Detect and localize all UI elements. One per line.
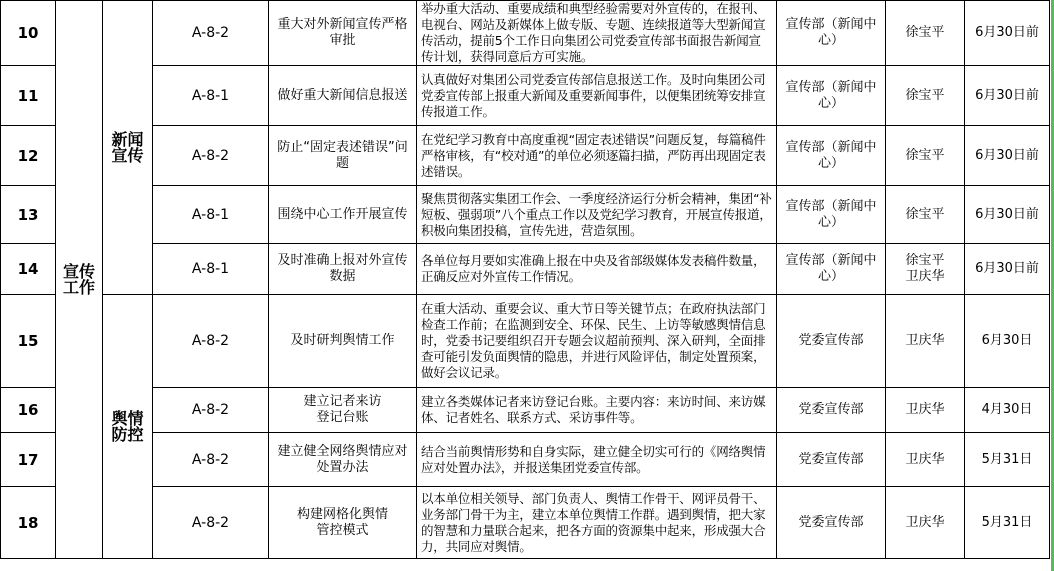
responsible-dept: 宣传部（新闻中心） [777, 66, 886, 126]
item-description: 举办重大活动、重要成绩和典型经验需要对外宣传的，在报刊、电视台、网站及新媒体上做专版、专题、连续报道等大型新闻宣传活动，提前5个工作日向集团公司党委宣传部书面报告新闻宣传计划，获得同意后方可实施。 [417, 1, 777, 66]
item-description: 建立各类媒体记者来访登记台账。主要内容：来访时间、来访媒体、记者姓名、联系方式、采访事件等。 [417, 388, 777, 433]
row-number: 16 [1, 388, 56, 433]
responsible-person: 卫庆华 [886, 433, 965, 487]
row-number: 13 [1, 186, 56, 244]
responsible-dept: 党委宣传部 [777, 295, 886, 388]
item-code: A-8-2 [153, 433, 269, 487]
category-news: 新闻 宣传 [103, 1, 153, 295]
item-description: 认真做好对集团公司党委宣传部信息报送工作。及时向集团公司党委宣传部上报重大新闻及重要新闻事件，以便集团统筹安排宣传报道工作。 [417, 66, 777, 126]
item-code: A-8-2 [153, 1, 269, 66]
responsible-dept: 宣传部（新闻中心） [777, 186, 886, 244]
item-title: 重大对外新闻宣传严格审批 [269, 1, 417, 66]
item-description: 在重大活动、重要会议、重大节日等关键节点；在政府执法部门检查工作前；在监测到安全、环保、民生、上访等敏感舆情信息时，党委书记要组织召开专题会议超前预判、深入研判，全面排查可能引发负面舆情的隐患，并进行风险评估，制定处置预案，做好会议记录。 [417, 295, 777, 388]
responsible-person: 卫庆华 [886, 295, 965, 388]
item-description: 在党纪学习教育中高度重视“固定表述错误”问题反复，每篇稿件严格审核，有“校对通”的单位必须逐篇扫描，严防再出现固定表述错误。 [417, 126, 777, 186]
item-description: 聚焦贯彻落实集团工作会、一季度经济运行分析会精神，集团“补短板、强弱项”八个重点工作以及党纪学习教育，开展宣传报道，积极向集团投稿，宣传先进，营造氛围。 [417, 186, 777, 244]
responsible-person: 卫庆华 [886, 388, 965, 433]
item-code: A-8-1 [153, 186, 269, 244]
item-title: 及时研判舆情工作 [269, 295, 417, 388]
deadline: 6月30日前 [965, 186, 1050, 244]
table-row [1, 295, 1050, 388]
item-code: A-8-2 [153, 487, 269, 559]
item-description: 各单位每月要如实准确上报在中央及省部级媒体发表稿件数量，正确反应对外宣传工作情况。 [417, 244, 777, 295]
item-title: 建立健全网络舆情应对处置办法 [269, 433, 417, 487]
responsible-person: 徐宝平 [886, 186, 965, 244]
table-row [1, 433, 1050, 487]
table-row [1, 126, 1050, 186]
responsible-person: 卫庆华 [886, 487, 965, 559]
table-row [1, 1, 1050, 66]
row-number: 17 [1, 433, 56, 487]
row-number: 15 [1, 295, 56, 388]
deadline: 6月30日 [965, 295, 1050, 388]
item-title: 做好重大新闻信息报送 [269, 66, 417, 126]
table-row [1, 388, 1050, 433]
item-description: 结合当前舆情形势和自身实际，建立健全切实可行的《网络舆情应对处置办法》，并报送集团党委宣传部。 [417, 433, 777, 487]
deadline: 6月30日前 [965, 244, 1050, 295]
category-opinion: 舆情 防控 [103, 295, 153, 559]
row-number: 12 [1, 126, 56, 186]
item-title: 围绕中心工作开展宣传 [269, 186, 417, 244]
item-code: A-8-1 [153, 244, 269, 295]
responsible-person: 徐宝平 [886, 1, 965, 66]
deadline: 5月31日 [965, 433, 1050, 487]
category-main: 宣传 工作 [56, 1, 103, 559]
item-code: A-8-2 [153, 126, 269, 186]
responsible-dept: 党委宣传部 [777, 388, 886, 433]
responsible-person: 徐宝平 卫庆华 [886, 244, 965, 295]
table-row [1, 186, 1050, 244]
table-row [1, 66, 1050, 126]
item-title: 建立记者来访 登记台账 [269, 388, 417, 433]
row-number: 14 [1, 244, 56, 295]
item-code: A-8-2 [153, 295, 269, 388]
item-title: 及时准确上报对外宣传数据 [269, 244, 417, 295]
deadline: 5月31日 [965, 487, 1050, 559]
responsible-dept: 宣传部（新闻中心） [777, 126, 886, 186]
item-title: 构建网格化舆情 管控模式 [269, 487, 417, 559]
deadline: 6月30日前 [965, 126, 1050, 186]
responsible-dept: 宣传部（新闻中心） [777, 244, 886, 295]
deadline: 4月30日 [965, 388, 1050, 433]
table-row [1, 487, 1050, 559]
responsible-dept: 党委宣传部 [777, 487, 886, 559]
row-number: 10 [1, 1, 56, 66]
responsible-person: 徐宝平 [886, 126, 965, 186]
responsible-person: 徐宝平 [886, 66, 965, 126]
row-number: 18 [1, 487, 56, 559]
item-code: A-8-1 [153, 66, 269, 126]
row-number: 11 [1, 66, 56, 126]
table-row [1, 244, 1050, 295]
item-code: A-8-2 [153, 388, 269, 433]
responsible-dept: 党委宣传部 [777, 433, 886, 487]
deadline: 6月30日前 [965, 66, 1050, 126]
item-description: 以本单位相关领导、部门负责人、舆情工作骨干、网评员骨干、业务部门骨干为主，建立本单位舆情工作群。遇到舆情，把大家的智慧和力量联合起来，把各方面的资源集中起来，形成强大合力，共同应对舆情。 [417, 487, 777, 559]
responsible-dept: 宣传部（新闻中心） [777, 1, 886, 66]
item-title: 防止“固定表述错误”问题 [269, 126, 417, 186]
deadline: 6月30日前 [965, 1, 1050, 66]
